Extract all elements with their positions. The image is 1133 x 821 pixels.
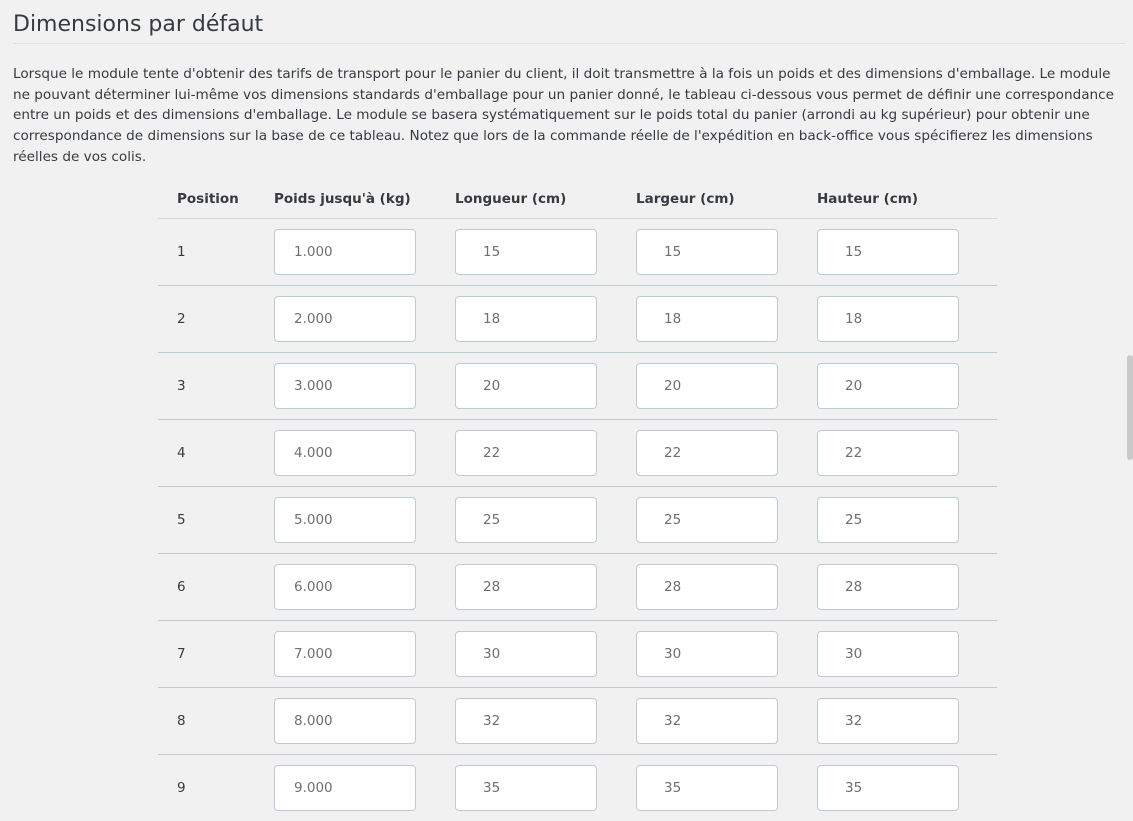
- height-input[interactable]: [817, 296, 959, 342]
- height-input[interactable]: [817, 698, 959, 744]
- row-position: 6: [158, 554, 274, 621]
- height-input[interactable]: [817, 430, 959, 476]
- weight-input[interactable]: [274, 631, 416, 677]
- scrollbar-thumb[interactable]: [1127, 355, 1133, 460]
- weight-input[interactable]: [274, 363, 416, 409]
- row-position: 8: [158, 688, 274, 755]
- row-position: 9: [158, 755, 274, 821]
- width-input[interactable]: [636, 430, 778, 476]
- length-input[interactable]: [455, 631, 597, 677]
- weight-input[interactable]: [274, 430, 416, 476]
- table-row: [158, 219, 997, 286]
- length-input[interactable]: [455, 430, 597, 476]
- height-input[interactable]: [817, 564, 959, 610]
- length-input[interactable]: [455, 765, 597, 811]
- row-position: 5: [158, 487, 274, 554]
- header-length: Longueur (cm): [455, 180, 636, 219]
- length-input[interactable]: [455, 363, 597, 409]
- dimensions-table: [158, 180, 997, 821]
- length-input[interactable]: [455, 564, 597, 610]
- table-row: [158, 621, 997, 688]
- table-row: [158, 420, 997, 487]
- row-position: 4: [158, 420, 274, 487]
- width-input[interactable]: [636, 229, 778, 275]
- length-input[interactable]: [455, 497, 597, 543]
- height-input[interactable]: [817, 631, 959, 677]
- table-row: [158, 554, 997, 621]
- width-input[interactable]: [636, 296, 778, 342]
- table-row: [158, 286, 997, 353]
- length-input[interactable]: [455, 698, 597, 744]
- row-position: 3: [158, 353, 274, 420]
- row-position: 1: [158, 219, 274, 286]
- weight-input[interactable]: [274, 765, 416, 811]
- table-row: [158, 487, 997, 554]
- height-input[interactable]: [817, 229, 959, 275]
- weight-input[interactable]: [274, 698, 416, 744]
- table-row: [158, 353, 997, 420]
- width-input[interactable]: [636, 631, 778, 677]
- weight-input[interactable]: [274, 229, 416, 275]
- table-row: [158, 688, 997, 755]
- title-divider: [13, 43, 1125, 44]
- width-input[interactable]: [636, 497, 778, 543]
- weight-input[interactable]: [274, 296, 416, 342]
- height-input[interactable]: [817, 363, 959, 409]
- length-input[interactable]: [455, 296, 597, 342]
- header-weight: Poids jusqu'à (kg): [274, 180, 455, 219]
- width-input[interactable]: [636, 765, 778, 811]
- dimensions-table-wrapper: [158, 180, 978, 821]
- header-position: Position: [158, 180, 274, 219]
- table-header-row: [158, 180, 997, 219]
- section-description: Lorsque le module tente d'obtenir des tarifs de transport pour le panier du client, il doit transmettre à la fois un poids et des dimensions d'emballage. Le module ne pouvant déterminer lui-même vos dimensions standards d'emballage pour un panier donné, le tableau ci-dessous vous permet de définir une correspondance entre un poids et des dimensions d'emballage. Le module se basera systématiquement sur le poids total du panier (arrondi au kg supérieur) pour obtenir une correspondance de dimensions sur la base de ce tableau. Notez que lors de la commande réelle de l'expédition en back-office vous spécifierez les dimensions réelles de vos colis.: [13, 64, 1125, 168]
- width-input[interactable]: [636, 698, 778, 744]
- length-input[interactable]: [455, 229, 597, 275]
- header-height: Hauteur (cm): [817, 180, 997, 219]
- row-position: 7: [158, 621, 274, 688]
- weight-input[interactable]: [274, 497, 416, 543]
- row-position: 2: [158, 286, 274, 353]
- height-input[interactable]: [817, 497, 959, 543]
- width-input[interactable]: [636, 363, 778, 409]
- weight-input[interactable]: [274, 564, 416, 610]
- width-input[interactable]: [636, 564, 778, 610]
- section-title: Dimensions par défaut: [13, 12, 263, 37]
- header-width: Largeur (cm): [636, 180, 817, 219]
- table-row: [158, 755, 997, 821]
- height-input[interactable]: [817, 765, 959, 811]
